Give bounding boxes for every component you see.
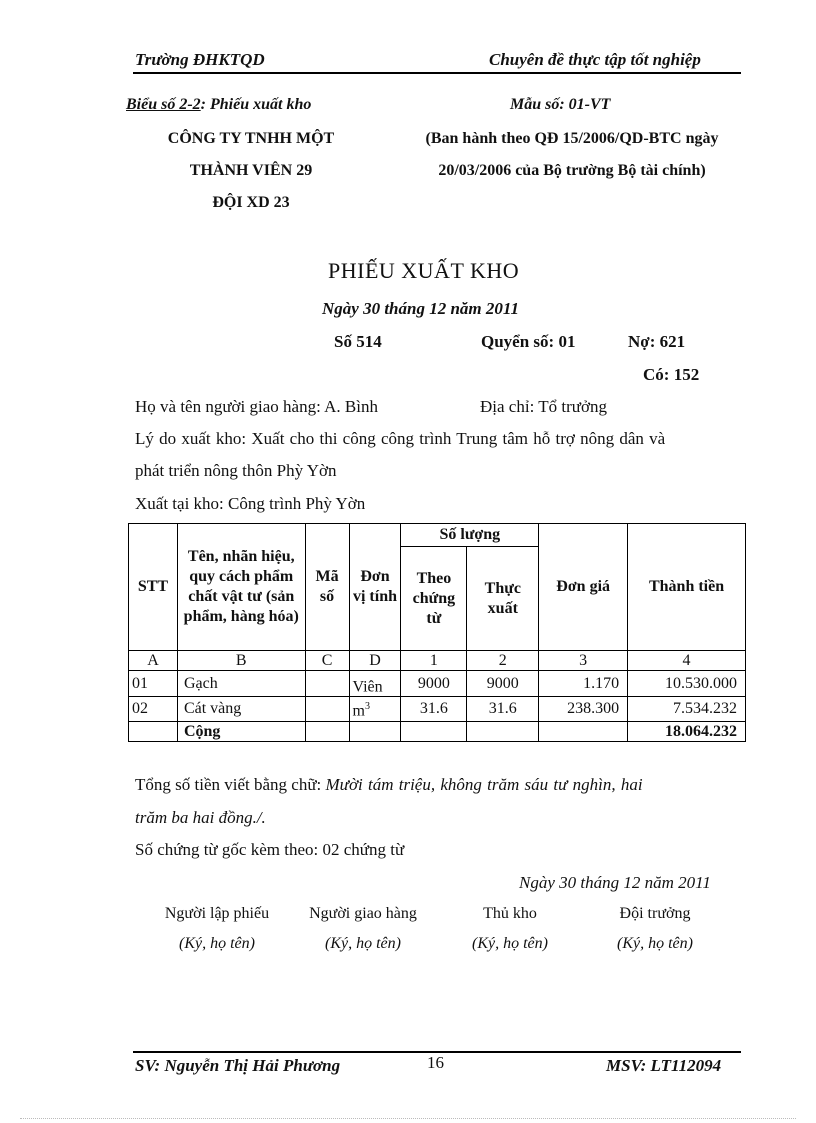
signing-date: Ngày 30 tháng 12 năm 2011 — [519, 873, 711, 892]
attached-documents: Số chứng từ gốc kèm theo: 02 chứng từ — [135, 840, 405, 859]
cell-stt: 02 — [129, 697, 178, 721]
company-line3: ĐỘI XD 23 — [212, 194, 290, 211]
header-name: Tên, nhãn hiệu, quy cách phẩm chất vật tư (sản phẩm, hàng hóa) — [177, 524, 305, 651]
amount-words-line2: trăm ba hai đồng./. — [135, 808, 266, 827]
header-rule — [133, 72, 741, 74]
total-row — [129, 721, 746, 741]
cell-qty-doc: 31.6 — [401, 697, 467, 721]
header-amount: Thành tiền — [628, 524, 746, 651]
cell-name: Gạch — [177, 671, 305, 697]
col-letter: 1 — [401, 651, 467, 671]
footer-student: SV: Nguyễn Thị Hải Phương — [135, 1056, 341, 1075]
header-price: Đơn giá — [539, 524, 628, 651]
cell-unit — [349, 671, 401, 697]
col-letter: A — [129, 651, 178, 671]
cell-code — [305, 671, 349, 697]
cell-qty-actual: 31.6 — [467, 697, 539, 721]
cell-amount: 10.530.000 — [628, 671, 746, 697]
template-number: Mẫu số: 01-VT — [510, 96, 611, 113]
document-title: PHIẾU XUẤT KHO — [328, 258, 520, 283]
company-line1: CÔNG TY TNHH MỘT — [167, 130, 335, 147]
decree-line1: (Ban hành theo QĐ 15/2006/QD-BTC ngày — [425, 130, 719, 147]
col-letter: D — [349, 651, 401, 671]
table-row — [129, 671, 746, 697]
book-number: Quyển số: 01 — [481, 332, 576, 351]
col-letter: 4 — [628, 651, 746, 671]
document-number: Số 514 — [334, 332, 382, 351]
receiver-name: Họ và tên người giao hàng: A. Bình — [135, 397, 378, 416]
cell-unit-text: m — [352, 702, 365, 720]
signature-note: (Ký, họ tên) — [617, 935, 693, 952]
company-line2: THÀNH VIÊN 29 — [189, 162, 313, 179]
cell-qty-actual: 9000 — [467, 671, 539, 697]
form-label-suffix: : Phiếu xuất kho — [200, 96, 312, 113]
decree-line2: 20/03/2006 của Bộ trường Bộ tài chính) — [438, 162, 706, 179]
document-date: Ngày 30 tháng 12 năm 2011 — [322, 299, 519, 318]
page-number: 16 — [427, 1053, 444, 1072]
signature-note: (Ký, họ tên) — [472, 935, 548, 952]
header-code: Mã số — [305, 524, 349, 651]
signature-block — [580, 905, 730, 953]
col-letter: 3 — [539, 651, 628, 671]
cell-code — [305, 697, 349, 721]
cell-name: Cát vàng — [177, 697, 305, 721]
cell-stt: 01 — [129, 671, 178, 697]
items-table — [128, 523, 746, 742]
credit-account: Có: 152 — [643, 365, 700, 384]
amount-words-label: Tổng số tiền viết bằng chữ: — [135, 775, 326, 794]
signature-block — [142, 905, 292, 953]
page-edge — [20, 1118, 796, 1119]
cell-unit — [349, 697, 401, 721]
signature-block — [435, 905, 585, 953]
signature-role: Thủ kho — [483, 905, 537, 922]
cell-unit-text: Viên — [352, 678, 383, 696]
debit-account: Nợ: 621 — [628, 332, 686, 351]
form-label-prefix: Biểu số 2-2 — [126, 96, 201, 113]
form-label — [126, 96, 311, 114]
cell-qty-doc: 9000 — [401, 671, 467, 697]
col-letter: B — [177, 651, 305, 671]
cell-unit-sup: 3 — [364, 701, 370, 713]
header-qty-doc: Theo chứng từ — [401, 547, 467, 651]
reason-line1: Lý do xuất kho: Xuất cho thi công công trình Trung tâm hỗ trợ nông dân và — [135, 429, 666, 448]
col-letter: C — [305, 651, 349, 671]
cell-amount: 7.534.232 — [628, 697, 746, 721]
header-qty-actual: Thực xuất — [467, 547, 539, 651]
signature-note: (Ký, họ tên) — [179, 935, 255, 952]
receiver-address: Địa chỉ: Tổ trưởng — [480, 397, 607, 416]
amount-words-line1: Mười tám triệu, không trăm sáu tư nghìn, hai — [325, 775, 643, 794]
table-row — [129, 697, 746, 721]
cell-price: 238.300 — [539, 697, 628, 721]
signature-block — [288, 905, 438, 953]
header-topic: Chuyên đề thực tập tốt nghiệp — [489, 50, 701, 69]
amount-in-words — [135, 775, 643, 795]
signature-role: Người giao hàng — [309, 905, 417, 922]
signature-role: Người lập phiếu — [164, 905, 270, 922]
reason-line2: phát triển nông thôn Phỳ Yờn — [135, 461, 337, 480]
total-label: Cộng — [177, 721, 305, 741]
cell-price: 1.170 — [539, 671, 628, 697]
total-amount: 18.064.232 — [628, 721, 746, 741]
warehouse: Xuất tại kho: Công trình Phỳ Yờn — [135, 494, 366, 513]
header-stt: STT — [129, 524, 178, 651]
col-letter: 2 — [467, 651, 539, 671]
signature-role: Đội trưởng — [619, 905, 691, 922]
header-quantity: Số lượng — [401, 524, 539, 547]
header-school: Trường ĐHKTQD — [135, 50, 265, 69]
header-unit: Đơn vị tính — [349, 524, 401, 651]
footer-student-id: MSV: LT112094 — [606, 1056, 722, 1075]
signature-note: (Ký, họ tên) — [325, 935, 401, 952]
